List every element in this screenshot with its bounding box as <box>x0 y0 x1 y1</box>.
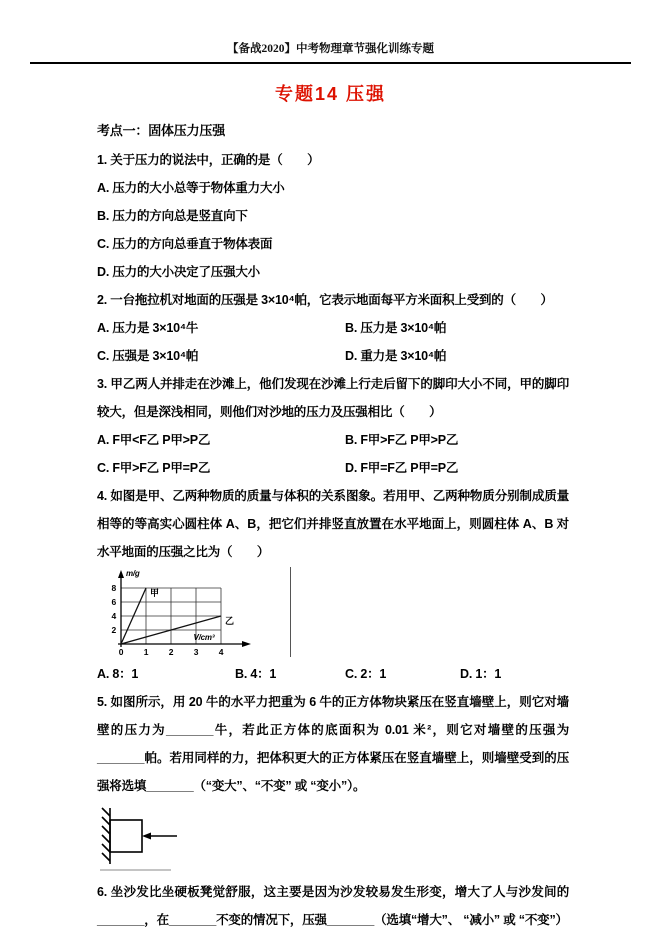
pressed-block-wall-figure <box>99 806 189 874</box>
page-title: 专题14 压强 <box>274 84 387 104</box>
svg-text:4: 4 <box>218 647 224 657</box>
svg-text:6: 6 <box>111 597 116 607</box>
header-divider <box>30 62 631 64</box>
q3-stem: 3. 甲乙两人并排走在沙滩上，他们发现在沙滩上行走后留下的脚印大小不同，甲的脚印较大，但是深浅相同，则他们对沙地的压力及压强相比（ ） <box>97 377 569 419</box>
q4-option-a: A. 8：1 <box>97 667 139 681</box>
q1-stem: 1. 关于压力的说法中，正确的是（ ） <box>97 153 320 167</box>
q2-option-a: A. 压力是 3×10⁴牛 <box>97 321 199 335</box>
q4-stem: 4. 如图是甲、乙两种物质的质量与体积的关系图象。若用甲、乙两种物质分别制成质量相等的等高实心圆柱体 A、B，把它们并排竖直放置在水平地面上，则圆柱体 A、B 对水平地面的压强之比为（ ） <box>97 489 569 559</box>
q1-option-d: D. 压力的大小决定了压强大小 <box>97 265 260 279</box>
figure-cell-border <box>290 567 291 657</box>
svg-text:0: 0 <box>118 647 124 657</box>
q1-option-c: C. 压力的方向总垂直于物体表面 <box>97 237 273 251</box>
q4-option-d: D. 1：1 <box>460 667 502 681</box>
q5-figure <box>99 806 569 874</box>
q2-stem: 2. 一台拖拉机对地面的压强是 3×10⁴帕，它表示地面每平方米面积上受到的（ ） <box>97 293 553 307</box>
q3-options-row-2 <box>97 454 569 482</box>
worksheet-content <box>97 118 569 934</box>
q3-option-b: B. F甲>F乙 P甲>P乙 <box>345 433 459 447</box>
q3-option-c: C. F甲>F乙 P甲=P乙 <box>97 461 211 475</box>
svg-text:4: 4 <box>111 611 116 621</box>
svg-text:乙: 乙 <box>225 616 234 626</box>
section-heading: 考点一：固体压力压强 <box>97 123 226 138</box>
q2-option-c: C. 压强是 3×10⁴帕 <box>97 349 199 363</box>
mass-volume-graph <box>99 570 259 658</box>
svg-text:1: 1 <box>143 647 149 657</box>
q3-option-a: A. F甲<F乙 P甲>P乙 <box>97 433 211 447</box>
q1-option-b: B. 压力的方向总是竖直向下 <box>97 209 248 223</box>
svg-text:8: 8 <box>111 583 116 593</box>
svg-text:甲: 甲 <box>150 588 159 598</box>
q3-option-d: D. F甲=F乙 P甲=P乙 <box>345 461 459 475</box>
svg-text:2: 2 <box>168 647 174 657</box>
q2-options-row-1 <box>97 314 569 342</box>
q2-options-row-2 <box>97 342 569 370</box>
svg-text:2: 2 <box>111 625 116 635</box>
q2-option-d: D. 重力是 3×10⁴帕 <box>345 349 447 363</box>
q5-text: 5. 如图所示，用 20 牛的水平力把重为 6 牛的正方体物块紧压在竖直墙壁上，则它对墙壁的压力为_______牛，若此正方体的底面积为 0.01 米²，则它对墙壁的压强为_______帕。若用同样的力，把体积更大的正方体紧压在竖直墙壁上，则墙壁受到的压强将选填_______（“变大”、“不变” 或 “变小”）。 <box>97 695 569 793</box>
svg-text:m/g: m/g <box>126 570 140 578</box>
q4-option-c: C. 2：1 <box>345 667 387 681</box>
q1-option-a: A. 压力的大小总等于物体重力大小 <box>97 181 285 195</box>
svg-text:3: 3 <box>193 647 199 657</box>
q4-options-row <box>97 660 569 688</box>
q6-text: 6. 坐沙发比坐硬板凳觉舒服，这主要是因为沙发较易发生形变，增大了人与沙发间的_______，在_______不变的情况下，压强_______（选填“增大”、 “减小” 或 “不变”） <box>97 885 569 927</box>
q4-figure <box>99 570 569 658</box>
page-header-text: 【备战2020】中考物理章节强化训练专题 <box>227 43 434 55</box>
q2-option-b: B. 压力是 3×10⁴帕 <box>345 321 447 335</box>
q4-option-b: B. 4：1 <box>235 667 277 681</box>
q3-options-row-1 <box>97 426 569 454</box>
svg-text:V/cm³: V/cm³ <box>193 633 215 642</box>
